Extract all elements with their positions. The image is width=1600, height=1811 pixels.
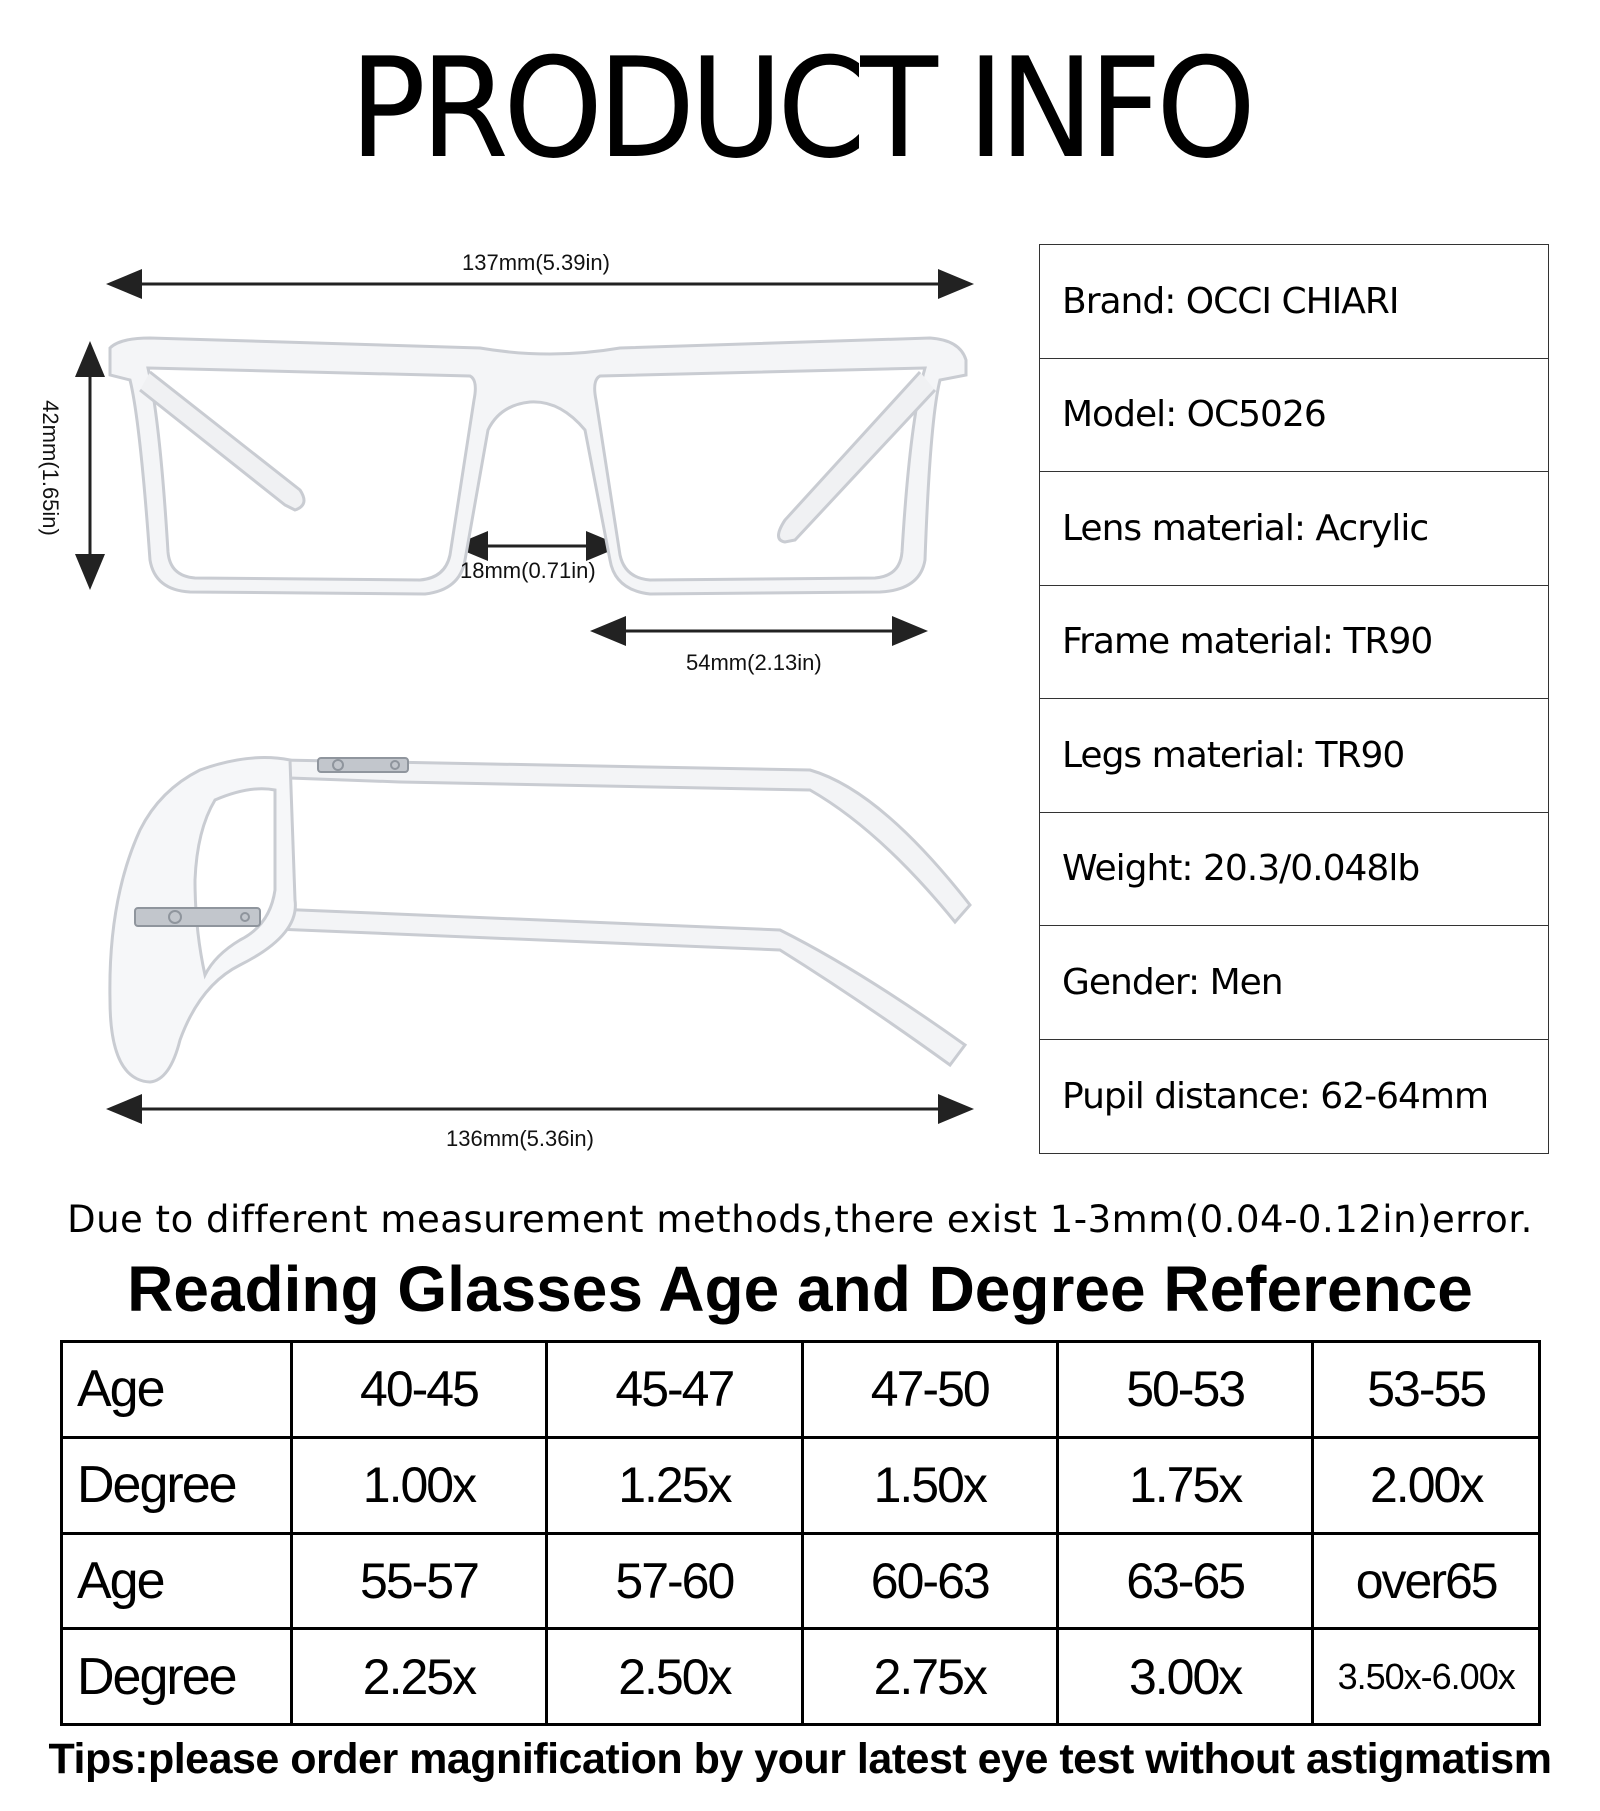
table-row	[62, 1629, 1540, 1725]
table-cell: 1.50x	[802, 1437, 1057, 1533]
table-cell: 55-57	[291, 1533, 546, 1629]
table-cell: 45-47	[547, 1342, 802, 1438]
table-cell: 63-65	[1057, 1533, 1312, 1629]
row-header: Age	[62, 1342, 292, 1438]
reference-table	[60, 1340, 1541, 1726]
lens-width-label: 54mm(2.13in)	[686, 650, 822, 675]
spec-frame-material: Frame material: TR90	[1040, 586, 1548, 700]
table-cell: 40-45	[291, 1342, 546, 1438]
tips-text: Tips:please order magnification by your latest eye test without astigmatism	[48, 1735, 1552, 1783]
spec-brand: Brand: OCCI CHIARI	[1040, 245, 1548, 359]
spec-lens-material: Lens material: Acrylic	[1040, 472, 1548, 586]
table-cell: 2.00x	[1313, 1437, 1540, 1533]
spec-legs-material: Legs material: TR90	[1040, 699, 1548, 813]
spec-table	[1039, 244, 1549, 1154]
page-title: PRODUCT INFO	[349, 28, 1251, 189]
spec-gender: Gender: Men	[1040, 926, 1548, 1040]
table-cell: over65	[1313, 1533, 1540, 1629]
reference-title: Reading Glasses Age and Degree Reference	[127, 1253, 1473, 1325]
table-cell: 2.25x	[291, 1629, 546, 1725]
table-cell: 1.25x	[547, 1437, 802, 1533]
table-cell: 3.50x-6.00x	[1313, 1629, 1540, 1725]
table-cell: 60-63	[802, 1533, 1057, 1629]
table-row	[62, 1533, 1540, 1629]
table-cell: 2.50x	[547, 1629, 802, 1725]
total-width-label: 137mm(5.39in)	[462, 250, 610, 275]
spec-pupil-distance: Pupil distance: 62-64mm	[1062, 1075, 1489, 1117]
row-header: Degree	[62, 1437, 292, 1533]
spec-model: Model: OC5026	[1040, 359, 1548, 473]
table-cell: 1.00x	[291, 1437, 546, 1533]
temple-length-label: 136mm(5.36in)	[446, 1126, 594, 1151]
row-header: Age	[62, 1533, 292, 1629]
table-cell: 57-60	[547, 1533, 802, 1629]
table-cell: 3.00x	[1057, 1629, 1312, 1725]
lens-height-label: 42mm(1.65in)	[37, 400, 63, 536]
measurement-note: Due to different measurement methods,there exist 1-3mm(0.04-0.12in)error.	[67, 1198, 1533, 1241]
spec-weight: Weight: 20.3/0.048lb	[1040, 813, 1548, 927]
bridge-width-label: 18mm(0.71in)	[460, 558, 596, 583]
table-row	[62, 1342, 1540, 1438]
table-cell: 1.75x	[1057, 1437, 1312, 1533]
table-row	[62, 1437, 1540, 1533]
table-cell: 53-55	[1313, 1342, 1540, 1438]
table-cell: 50-53	[1057, 1342, 1312, 1438]
row-header: Degree	[62, 1629, 292, 1725]
table-cell: 47-50	[802, 1342, 1057, 1438]
table-cell: 2.75x	[802, 1629, 1057, 1725]
